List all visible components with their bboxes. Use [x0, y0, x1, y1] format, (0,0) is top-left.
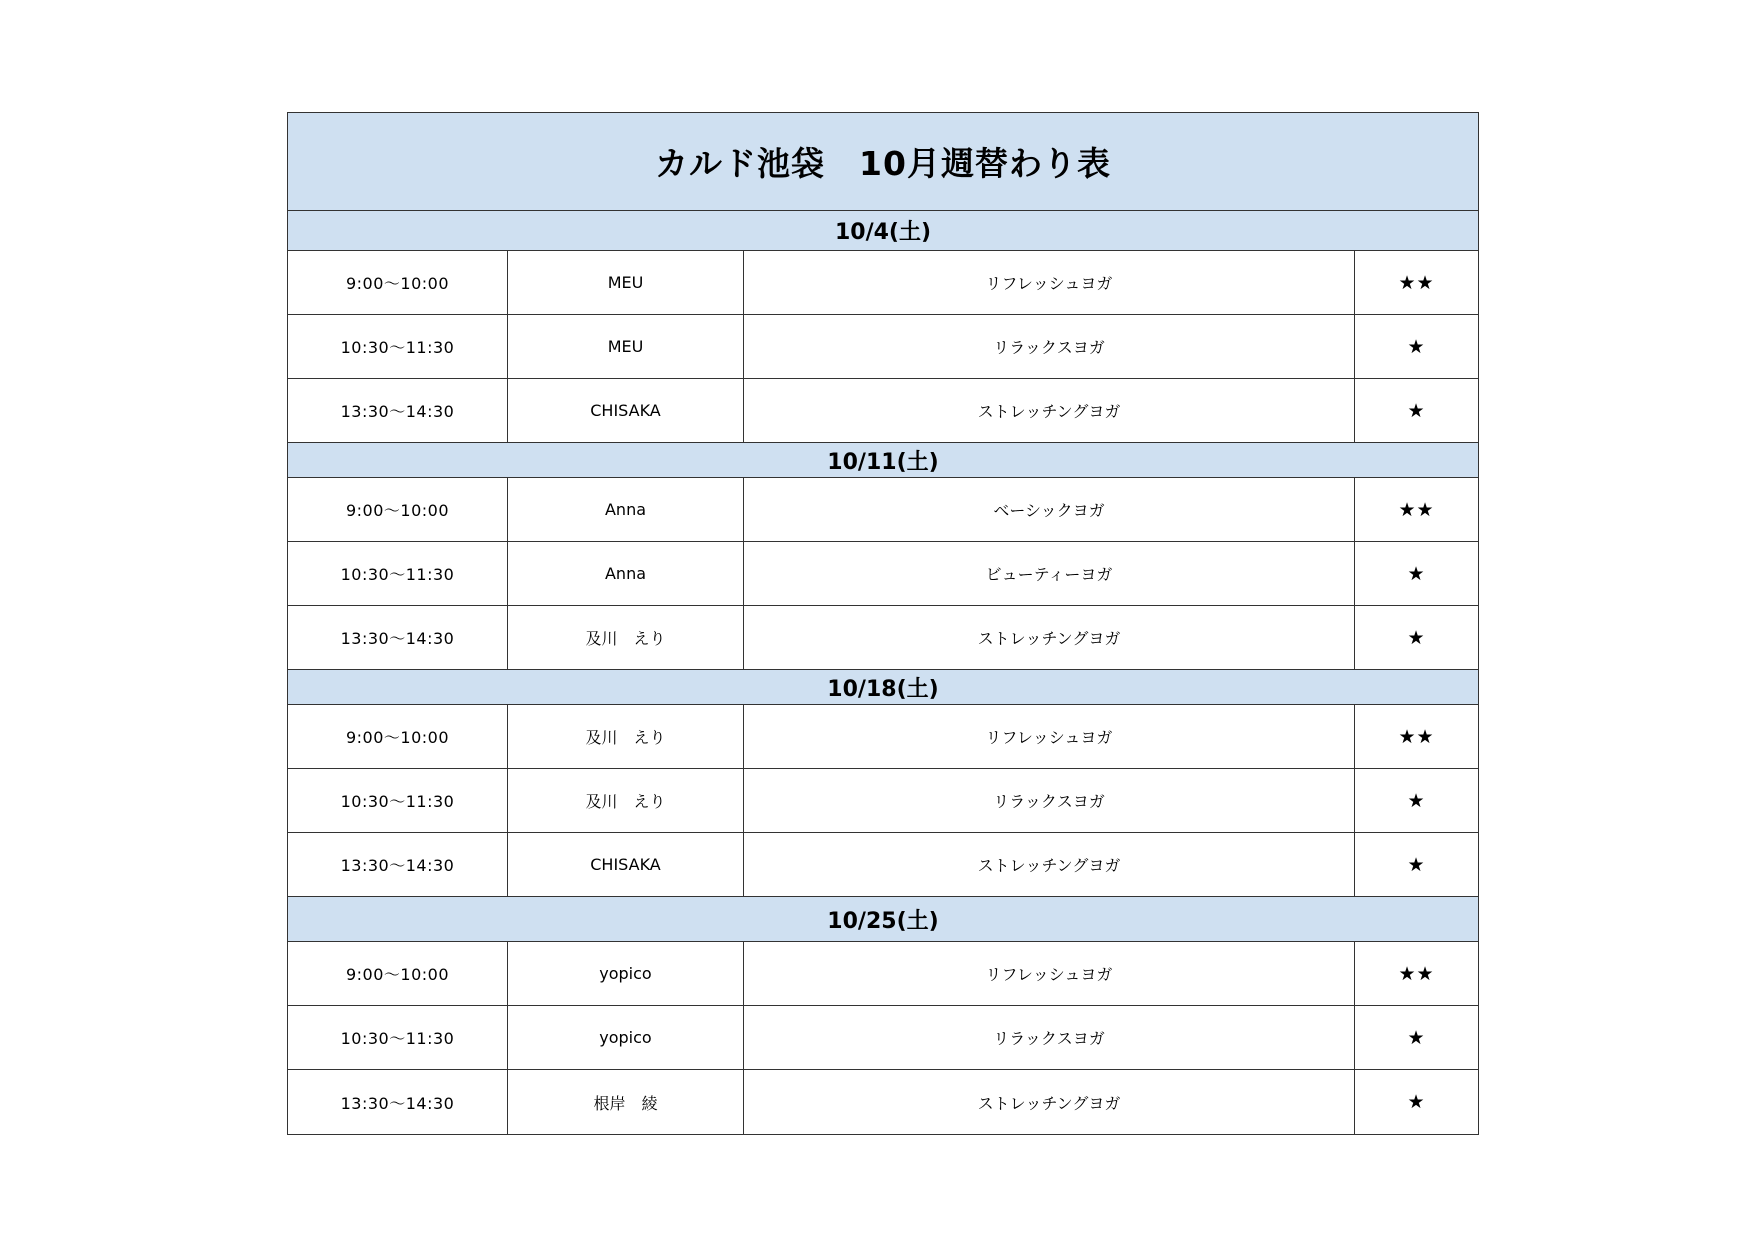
level-stars: ★★ [1398, 498, 1435, 521]
table-row [288, 315, 1478, 379]
class-name-cell: ストレッチングヨガ [744, 606, 1355, 669]
time-cell: 13:30～14:30 [288, 606, 508, 669]
class-name-cell: リラックスヨガ [744, 1006, 1355, 1069]
table-row [288, 478, 1478, 542]
time-cell: 10:30～11:30 [288, 769, 508, 832]
time-cell: 9:00～10:00 [288, 705, 508, 768]
table-row [288, 942, 1478, 1006]
time-cell: 13:30～14:30 [288, 379, 508, 442]
level-stars: ★ [1407, 399, 1426, 422]
instructor-cell: MEU [508, 315, 744, 378]
schedule-table [287, 112, 1479, 1135]
level-stars: ★★ [1398, 271, 1435, 294]
instructor-cell: CHISAKA [508, 379, 744, 442]
table-row [288, 1070, 1478, 1134]
date-header: 10/25(土) [288, 897, 1478, 942]
table-row [288, 769, 1478, 833]
instructor-cell: Anna [508, 542, 744, 605]
table-row [288, 705, 1478, 769]
instructor-cell: 及川 えり [508, 606, 744, 669]
instructor-cell: CHISAKA [508, 833, 744, 896]
time-cell: 9:00～10:00 [288, 478, 508, 541]
time-cell: 13:30～14:30 [288, 1070, 508, 1134]
level-stars: ★ [1407, 335, 1426, 358]
level-stars: ★ [1407, 853, 1426, 876]
level-stars: ★ [1407, 562, 1426, 585]
class-name-cell: ストレッチングヨガ [744, 833, 1355, 896]
time-cell: 10:30～11:30 [288, 1006, 508, 1069]
instructor-cell: 根岸 綾 [508, 1070, 744, 1134]
class-name-cell: ビューティーヨガ [744, 542, 1355, 605]
time-cell: 13:30～14:30 [288, 833, 508, 896]
level-stars: ★ [1407, 1091, 1426, 1113]
level-stars: ★★ [1398, 725, 1435, 748]
class-name-cell: リフレッシュヨガ [744, 705, 1355, 768]
table-row [288, 1006, 1478, 1070]
instructor-cell: 及川 えり [508, 705, 744, 768]
class-name-cell: リフレッシュヨガ [744, 942, 1355, 1005]
title-row [288, 113, 1478, 211]
instructor-cell: MEU [508, 251, 744, 314]
table-row [288, 251, 1478, 315]
page-title: カルド池袋 10月週替わり表 [655, 144, 1111, 183]
date-header: 10/11(土) [288, 443, 1478, 478]
date-header: 10/18(土) [288, 670, 1478, 705]
table-row [288, 833, 1478, 897]
time-cell: 10:30～11:30 [288, 315, 508, 378]
level-stars: ★★ [1398, 962, 1435, 985]
level-stars: ★ [1407, 626, 1426, 649]
instructor-cell: Anna [508, 478, 744, 541]
level-stars: ★ [1407, 1026, 1426, 1049]
class-name-cell: ストレッチングヨガ [744, 1070, 1355, 1134]
class-name-cell: ストレッチングヨガ [744, 379, 1355, 442]
table-row [288, 379, 1478, 443]
time-cell: 9:00～10:00 [288, 251, 508, 314]
class-name-cell: リラックスヨガ [744, 315, 1355, 378]
class-name-cell: リフレッシュヨガ [744, 251, 1355, 314]
instructor-cell: yopico [508, 1006, 744, 1069]
class-name-cell: ベーシックヨガ [744, 478, 1355, 541]
level-stars: ★ [1407, 789, 1426, 812]
instructor-cell: yopico [508, 942, 744, 1005]
table-row [288, 542, 1478, 606]
instructor-cell: 及川 えり [508, 769, 744, 832]
time-cell: 9:00～10:00 [288, 942, 508, 1005]
time-cell: 10:30～11:30 [288, 542, 508, 605]
class-name-cell: リラックスヨガ [744, 769, 1355, 832]
date-header: 10/4(土) [288, 211, 1478, 251]
table-row [288, 606, 1478, 670]
